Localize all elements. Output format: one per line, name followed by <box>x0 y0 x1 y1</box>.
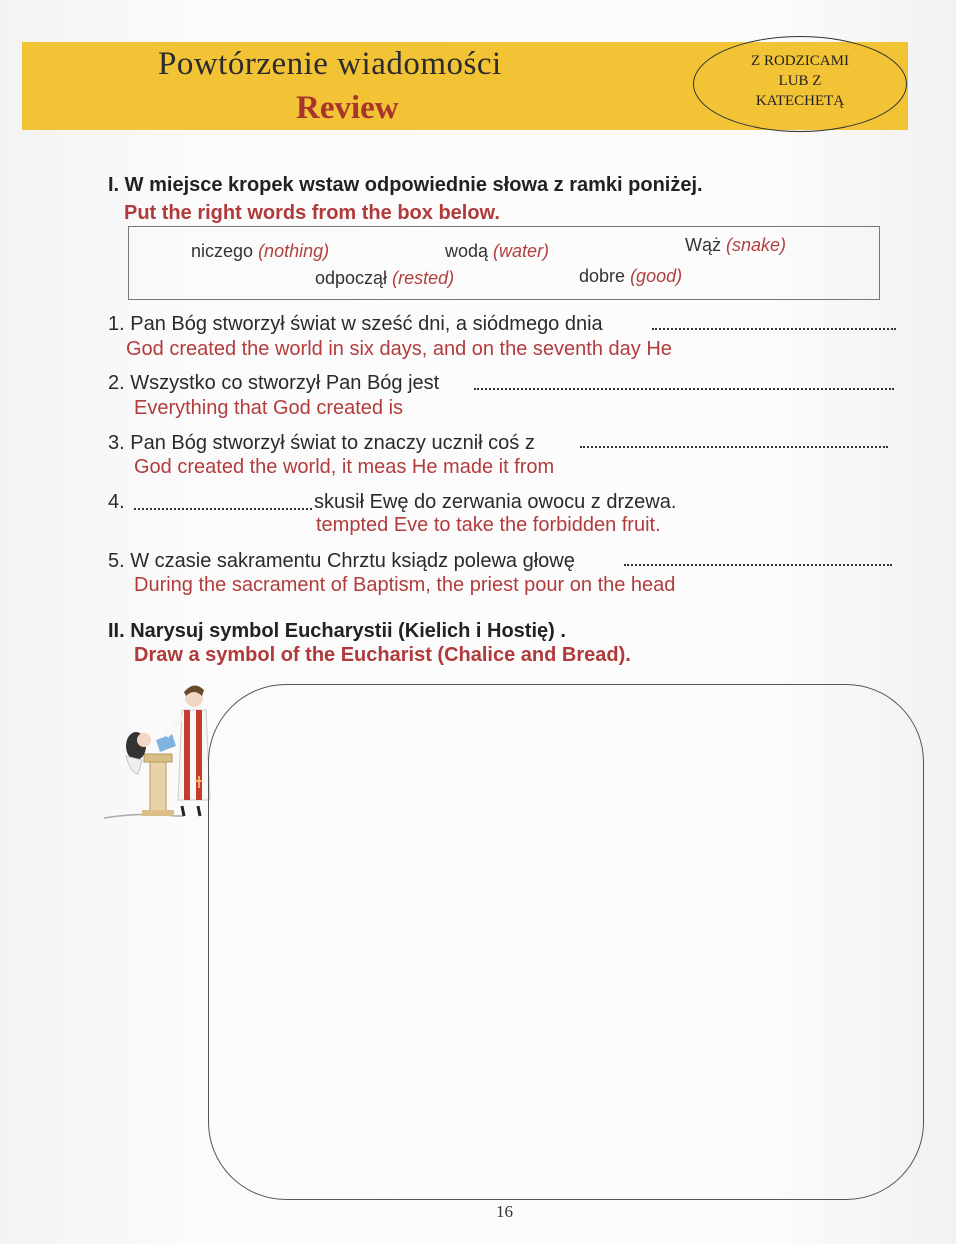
answer-blank-5[interactable] <box>624 564 892 566</box>
question-5-text: 5. W czasie sakramentu Chrztu ksiądz polewa głowę <box>108 550 575 572</box>
answer-blank-2[interactable] <box>474 388 894 390</box>
page-number: 16 <box>496 1202 513 1221</box>
question-5-translation: During the sacrament of Baptism, the priest pour on the head <box>134 574 676 596</box>
badge-line-2: LUB Z <box>778 73 822 89</box>
answer-blank-4[interactable] <box>134 508 312 510</box>
exercise-1-heading: I. W miejsce kropek wstaw odpowiednie słowa z ramki poniżej. <box>108 174 703 196</box>
word-bank-item: Wąż (snake) <box>685 235 787 255</box>
parents-catechist-badge <box>693 36 907 132</box>
word-bank-box <box>128 226 880 300</box>
question-4-translation: tempted Eve to take the forbidden fruit. <box>316 514 661 536</box>
word-bank-item: wodą (water) <box>445 241 550 261</box>
question-4-text: skusił Ewę do zerwania owocu z drzewa. <box>314 491 677 513</box>
word-bank-item: odpoczął (rested) <box>315 268 455 288</box>
word-bank-item: dobre (good) <box>579 266 683 286</box>
exercise-2-heading-english: Draw a symbol of the Eucharist (Chalice and Bread). <box>134 644 631 666</box>
question-2-text: 2. Wszystko co stworzył Pan Bóg jest <box>108 372 440 394</box>
page-title-english: Review <box>296 90 399 126</box>
badge-line-1: Z RODZICAMI <box>751 53 849 69</box>
page-title-polish: Powtórzenie wiadomości <box>158 46 502 82</box>
badge-line-3: KATECHETĄ <box>755 93 845 109</box>
question-4-number: 4. <box>108 491 125 513</box>
question-3-text: 3. Pan Bóg stworzył świat to znaczy ucznił coś z <box>108 432 535 454</box>
baptism-illustration <box>100 676 212 826</box>
exercise-2-heading: II. Narysuj symbol Eucharystii (Kielich i Hostię) . <box>108 620 566 642</box>
drawing-area[interactable] <box>208 684 924 1200</box>
question-2-translation: Everything that God created is <box>134 397 404 419</box>
question-3-translation: God created the world, it meas He made it from <box>134 456 555 478</box>
question-1-translation: God created the world in six days, and on the seventh day He <box>126 338 672 360</box>
answer-blank-1[interactable] <box>652 328 896 330</box>
answer-blank-3[interactable] <box>580 446 888 448</box>
word-bank-item: niczego (nothing) <box>191 241 330 261</box>
exercise-1-heading-english: Put the right words from the box below. <box>124 202 500 224</box>
question-1-text: 1. Pan Bóg stworzył świat w sześć dni, a siódmego dnia <box>108 313 603 335</box>
